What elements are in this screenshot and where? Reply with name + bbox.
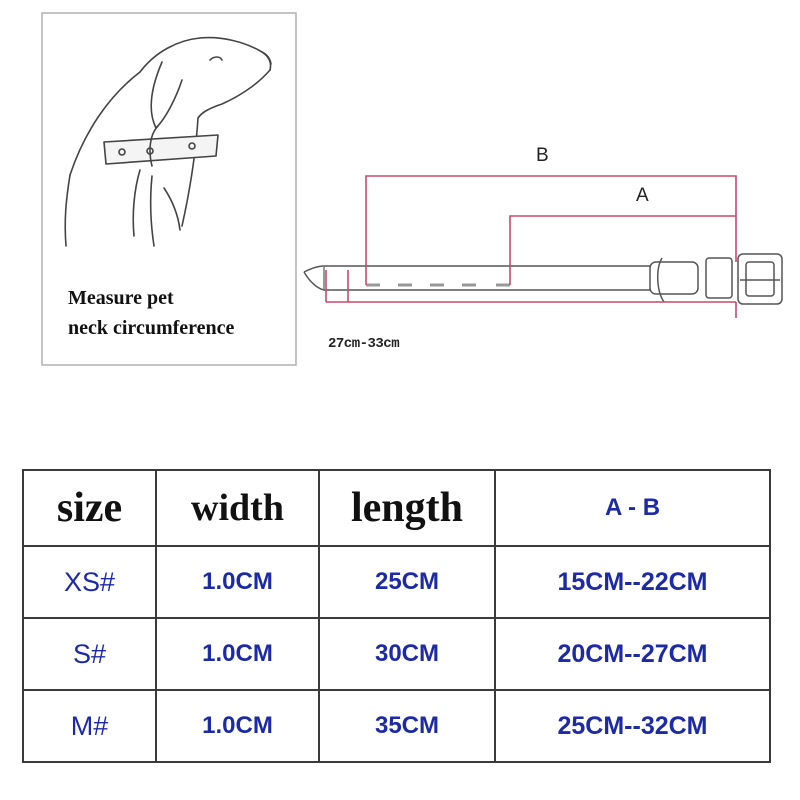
header-size: size [23, 470, 156, 546]
width-cell: 1.0CM [156, 618, 319, 690]
length-cell: 30CM [319, 618, 495, 690]
dog-panel-frame [42, 13, 296, 365]
a-b-range-cell: 20CM--27CM [495, 618, 770, 690]
width-cell: 1.0CM [156, 546, 319, 618]
dimension-line-a [510, 216, 736, 285]
dimension-line-b [366, 176, 736, 285]
dimension-label-b: B [536, 145, 549, 166]
size-chart-table [22, 469, 771, 763]
header-length: length [319, 470, 495, 546]
caption-neck-circumference: neck circumference [68, 317, 235, 339]
table-row [23, 618, 770, 690]
collar-diagram [304, 254, 782, 304]
length-cell: 35CM [319, 690, 495, 762]
size-cell: XS# [23, 546, 156, 618]
length-cell: 25CM [319, 546, 495, 618]
table-row [23, 546, 770, 618]
a-b-range-cell: 25CM--32CM [495, 690, 770, 762]
header-width: width [156, 470, 319, 546]
dimension-lines [326, 176, 736, 318]
width-cell: 1.0CM [156, 690, 319, 762]
header-a-b: A - B [495, 470, 770, 546]
table-header-row [23, 470, 770, 546]
size-cell: S# [23, 618, 156, 690]
collar-length-range-label: 27cm-33cm [328, 336, 400, 352]
table-row [23, 690, 770, 762]
caption-measure-pet: Measure pet [68, 287, 174, 309]
dog-neck-sketch [65, 38, 271, 246]
dimension-label-a: A [636, 185, 649, 206]
size-cell: M# [23, 690, 156, 762]
a-b-range-cell: 15CM--22CM [495, 546, 770, 618]
